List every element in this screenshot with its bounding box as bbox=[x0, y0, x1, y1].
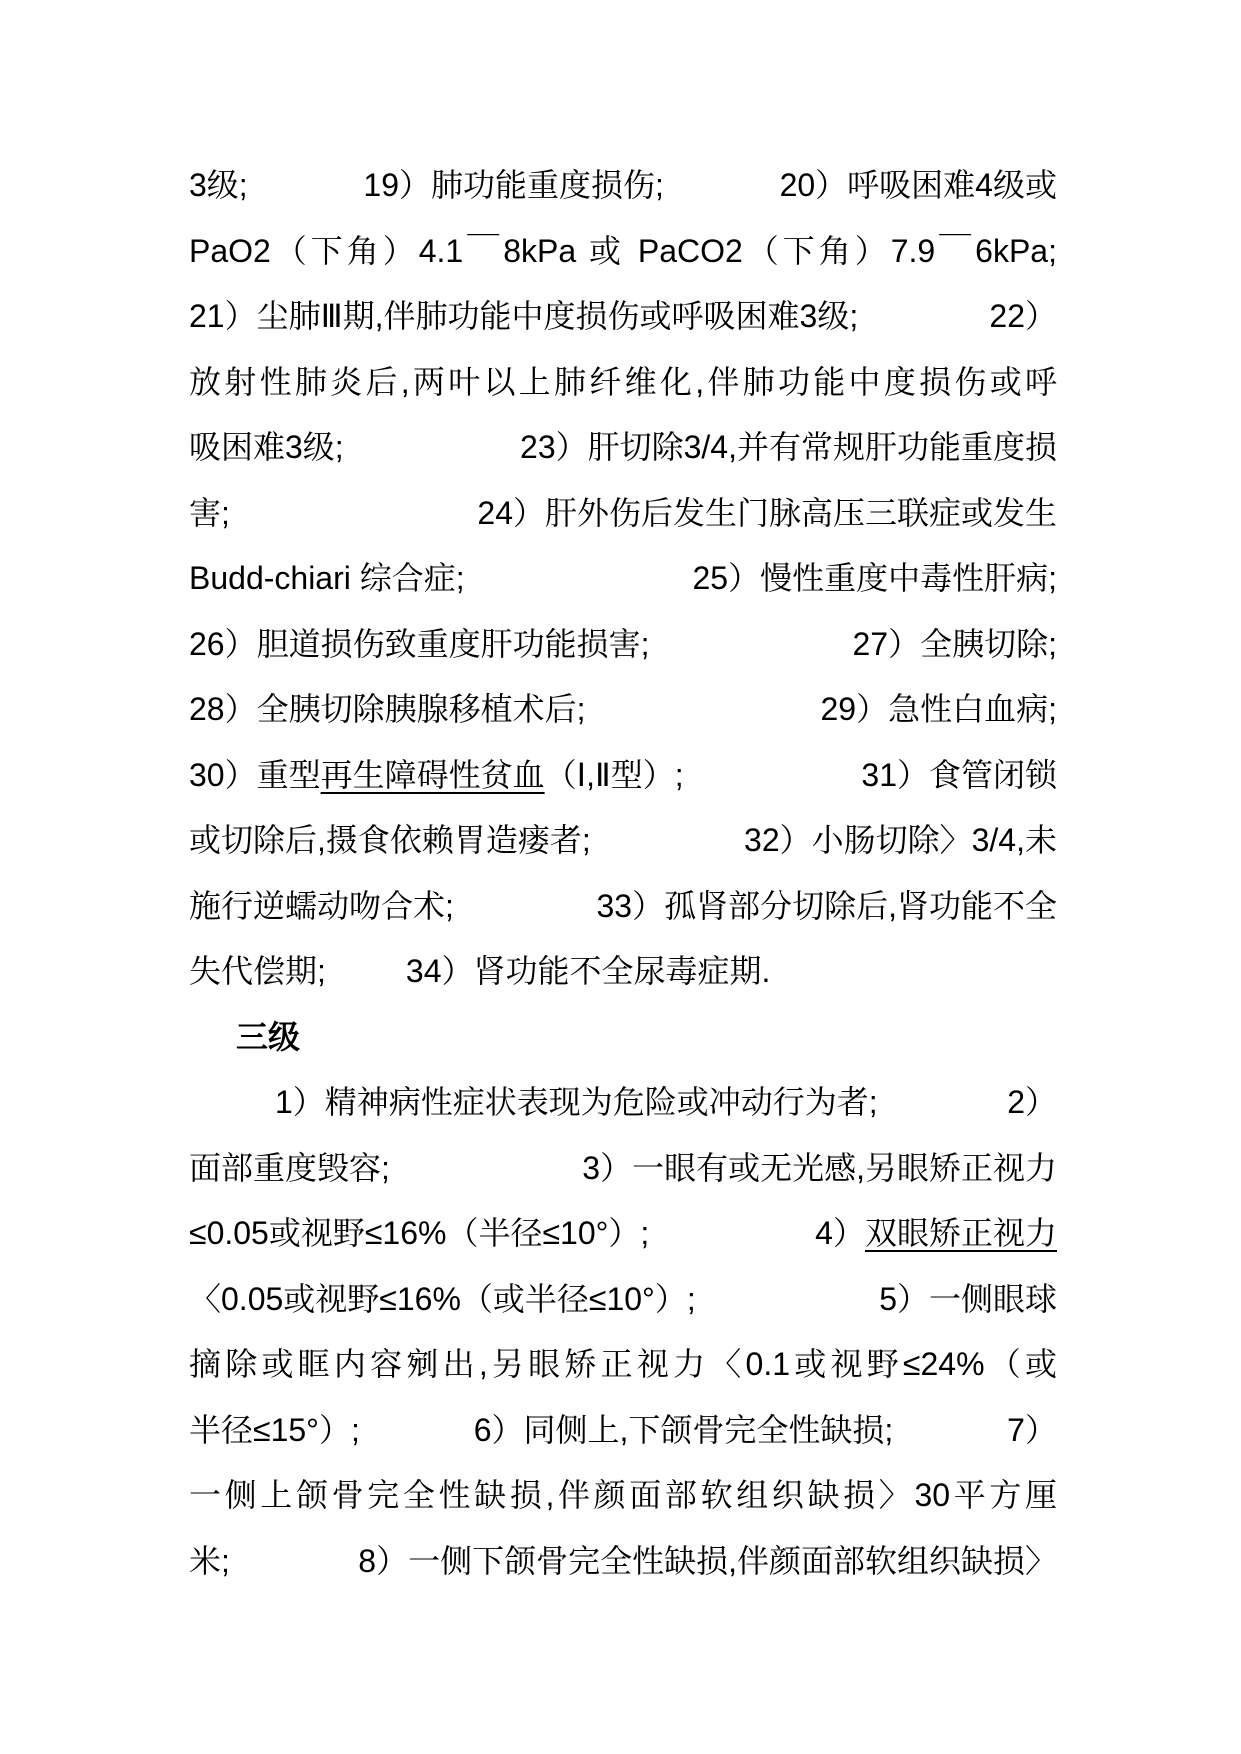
text-run: 3）一眼有或无光感,另眼矫正视力 bbox=[582, 1149, 1057, 1186]
text-run: 8）一侧下颌骨完全性缺损,伴颜面部软组织缺损〉 bbox=[358, 1542, 1057, 1579]
text-line bbox=[189, 808, 1057, 874]
text-run: 34）肾功能不全尿毒症期. bbox=[405, 953, 771, 989]
text-line bbox=[189, 677, 1057, 743]
paragraph-level-3 bbox=[189, 1070, 1057, 1594]
text-run: Budd-chiari 综合症; bbox=[189, 560, 465, 596]
text-line bbox=[189, 350, 1057, 416]
text-line bbox=[189, 153, 1057, 219]
text-run: 20）呼吸困难4级或 bbox=[779, 167, 1057, 203]
text-run: ≤0.05或视野≤16%（半径≤10°）; bbox=[189, 1215, 650, 1251]
text-line bbox=[189, 1136, 1057, 1202]
text-run-group bbox=[189, 743, 684, 809]
text-line bbox=[189, 743, 1057, 809]
text-line bbox=[189, 939, 1057, 1005]
text-run: 27）全胰切除; bbox=[852, 625, 1057, 662]
text-run: 25）慢性重度中毒性肝病; bbox=[692, 560, 1057, 596]
text-run: 28）全胰切除胰腺移植术后; bbox=[189, 691, 586, 727]
text-run: 施行逆蠕动吻合术; bbox=[189, 887, 454, 924]
text-line bbox=[189, 415, 1057, 481]
text-run: 米; bbox=[189, 1542, 230, 1579]
text-line bbox=[189, 1070, 1057, 1136]
text-line bbox=[189, 1201, 1057, 1267]
text-run: 2） bbox=[1007, 1084, 1057, 1120]
text-run: 害; bbox=[189, 494, 230, 531]
section-heading: 三级 bbox=[236, 1018, 301, 1055]
text-run: 26）胆道损伤致重度肝功能损害; bbox=[189, 625, 650, 662]
text-line bbox=[189, 546, 1057, 612]
text-line bbox=[189, 612, 1057, 678]
text-run: 33）孤肾部分切除后,肾功能不全 bbox=[596, 887, 1057, 924]
text-line bbox=[189, 874, 1057, 940]
text-run: 3级; bbox=[189, 167, 248, 203]
text-run: PaO2（下角）4.1￣8kPa 或 PaCO2（下角）7.9￣6kPa; bbox=[189, 232, 1057, 269]
text-line bbox=[189, 1398, 1057, 1464]
underlined-text: 再生障碍性贫血 bbox=[320, 756, 545, 793]
document-body bbox=[189, 153, 1057, 1594]
text-run: 半径≤15°）; bbox=[189, 1411, 360, 1448]
text-run-group bbox=[815, 1201, 1057, 1267]
text-run: 24）肝外伤后发生门脉高压三联症或发生 bbox=[477, 494, 1057, 531]
text-run: 一侧上颌骨完全性缺损,伴颜面部软组织缺损〉30平方厘 bbox=[189, 1477, 1057, 1513]
text-line bbox=[189, 1529, 1057, 1595]
text-run: 5）一侧眼球 bbox=[879, 1280, 1057, 1317]
text-run: 31）食管闭锁 bbox=[861, 756, 1057, 793]
text-line bbox=[189, 1463, 1057, 1529]
text-line bbox=[189, 284, 1057, 350]
text-run: 23）肝切除3/4,并有常规肝功能重度损 bbox=[520, 429, 1057, 465]
text-run: 1）精神病性症状表现为危险或冲动行为者; bbox=[275, 1084, 878, 1120]
text-line bbox=[189, 1267, 1057, 1333]
text-run: 或切除后,摄食依赖胃造瘘者; bbox=[189, 822, 591, 858]
text-line bbox=[189, 481, 1057, 547]
underlined-text: 双眼矫正视力 bbox=[864, 1215, 1057, 1251]
text-run: 〈0.05或视野≤16%（或半径≤10°）; bbox=[189, 1280, 696, 1317]
text-run: 19）肺功能重度损伤; bbox=[363, 167, 664, 203]
text-run: 29）急性白血病; bbox=[820, 691, 1057, 727]
text-run: 32）小肠切除〉3/4,未 bbox=[744, 822, 1057, 858]
text-run: 失代偿期; bbox=[189, 953, 326, 989]
text-run: 21）尘肺Ⅲ期,伴肺功能中度损伤或呼吸困难3级; bbox=[189, 298, 859, 334]
text-run: 30）重型 bbox=[189, 756, 321, 793]
text-run: 面部重度毁容; bbox=[189, 1149, 390, 1186]
text-run: 放射性肺炎后,两叶以上肺纤维化,伴肺功能中度损伤或呼 bbox=[189, 363, 1057, 400]
text-line bbox=[189, 1332, 1057, 1398]
text-run: 摘除或眶内容剜出,另眼矫正视力〈0.1或视野≤24%（或 bbox=[189, 1346, 1057, 1382]
text-run: 7） bbox=[1007, 1411, 1057, 1448]
text-run: 6）同侧上,下颌骨完全性缺损; bbox=[473, 1411, 894, 1448]
text-run: （Ⅰ,Ⅱ型）; bbox=[544, 756, 684, 793]
text-run: 4） bbox=[815, 1215, 865, 1251]
text-run: 吸困难3级; bbox=[189, 429, 344, 465]
text-run: 22） bbox=[989, 298, 1057, 334]
paragraph-continued bbox=[189, 153, 1057, 1005]
text-line bbox=[189, 219, 1057, 285]
